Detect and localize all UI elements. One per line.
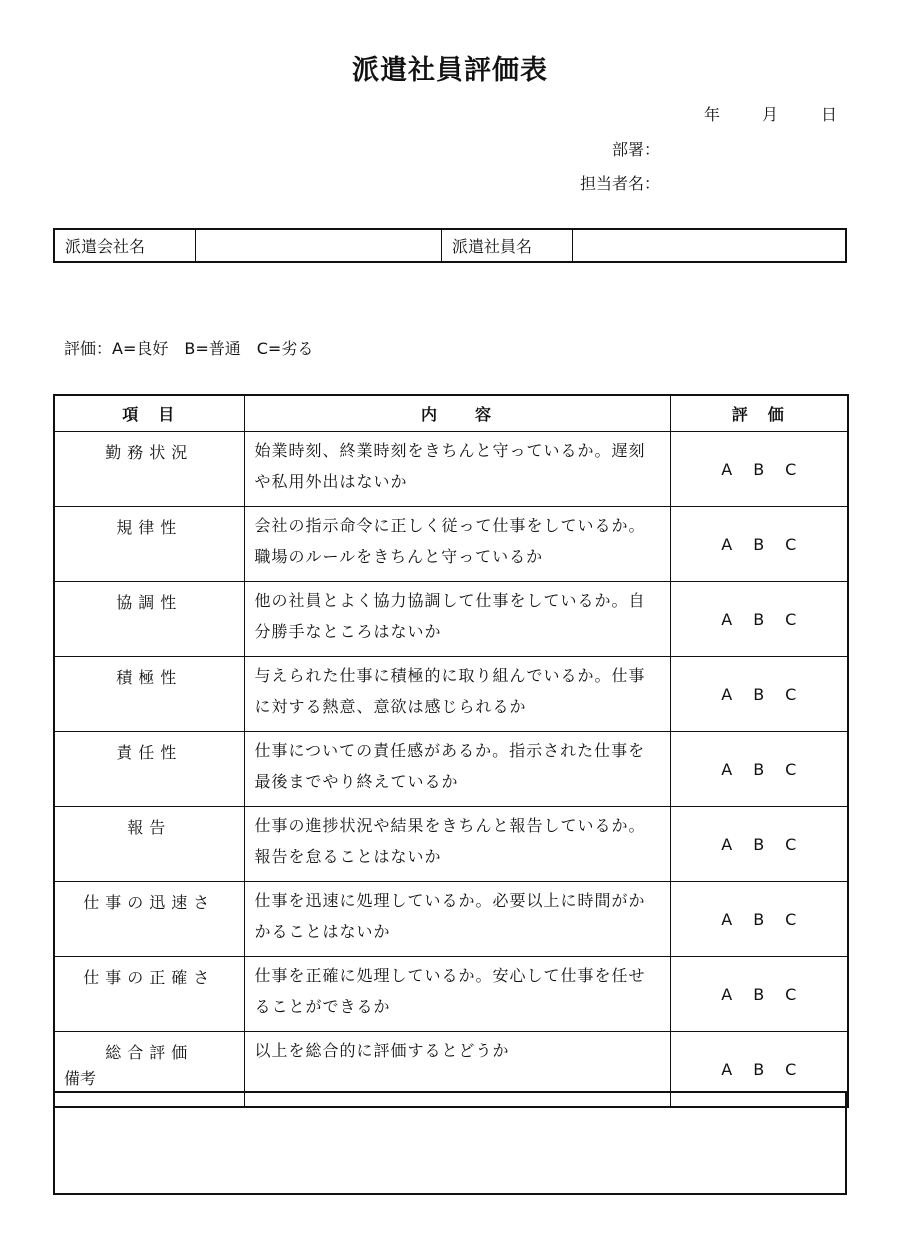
grade-option-b[interactable]: B <box>753 459 765 479</box>
grade-option-c[interactable]: C <box>785 459 797 479</box>
department-label: 部署： <box>611 140 660 159</box>
criterion-name: 協調性 <box>54 582 244 657</box>
remarks-label: 備考 <box>64 1069 97 1088</box>
grade-option-b[interactable]: B <box>753 534 765 554</box>
grade-option-a[interactable]: A <box>721 459 733 479</box>
table-row <box>54 807 848 882</box>
grading-legend: 評価：A=良好 B=普通 C=劣る <box>64 339 314 358</box>
grade-options <box>670 732 848 807</box>
table-row <box>54 432 848 507</box>
grade-option-c[interactable]: C <box>785 534 797 554</box>
criterion-name: 報告 <box>54 807 244 882</box>
grade-options <box>670 882 848 957</box>
grade-option-c[interactable]: C <box>785 684 797 704</box>
agency-label: 派遣会社名 <box>54 229 196 262</box>
grade-option-a[interactable]: A <box>721 1059 733 1079</box>
grade-option-c[interactable]: C <box>785 909 797 929</box>
table-row <box>54 657 848 732</box>
criterion-description: 仕事についての責任感があるか。指示された仕事を最後までやり終えているか <box>244 732 670 807</box>
grade-option-b[interactable]: B <box>753 684 765 704</box>
grade-option-c[interactable]: C <box>785 984 797 1004</box>
evaluation-table <box>53 394 849 1108</box>
day-label: 日 <box>821 105 838 124</box>
month-label: 月 <box>762 105 779 124</box>
page-title: 派遣社員評価表 <box>352 55 548 86</box>
grade-option-b[interactable]: B <box>753 609 765 629</box>
grade-option-c[interactable]: C <box>785 1059 797 1079</box>
grade-options <box>670 432 848 507</box>
criterion-description: 始業時刻、終業時刻をきちんと守っているか。遅刻や私用外出はないか <box>244 432 670 507</box>
table-row <box>54 732 848 807</box>
grade-option-c[interactable]: C <box>785 759 797 779</box>
grade-options <box>670 657 848 732</box>
criterion-description: 仕事を迅速に処理しているか。必要以上に時間がかかることはないか <box>244 882 670 957</box>
table-row <box>54 582 848 657</box>
table-header-row <box>54 395 848 432</box>
criterion-name: 責任性 <box>54 732 244 807</box>
table-row <box>54 957 848 1032</box>
criterion-name: 仕事の正確さ <box>54 957 244 1032</box>
grade-option-a[interactable]: A <box>721 534 733 554</box>
criterion-description: 与えられた仕事に積極的に取り組んでいるか。仕事に対する熱意、意欲は感じられるか <box>244 657 670 732</box>
criterion-description: 他の社員とよく協力協調して仕事をしているか。自分勝手なところはないか <box>244 582 670 657</box>
criterion-name: 勤務状況 <box>54 432 244 507</box>
grade-option-a[interactable]: A <box>721 609 733 629</box>
criterion-name: 積極性 <box>54 657 244 732</box>
criterion-description: 仕事を正確に処理しているか。安心して仕事を任せることができるか <box>244 957 670 1032</box>
criterion-name: 総合評価 <box>54 1032 244 1108</box>
grade-option-c[interactable]: C <box>785 609 797 629</box>
grade-option-b[interactable]: B <box>753 759 765 779</box>
criterion-name: 仕事の迅速さ <box>54 882 244 957</box>
grade-option-a[interactable]: A <box>721 759 733 779</box>
table-row <box>54 882 848 957</box>
grade-option-a[interactable]: A <box>721 984 733 1004</box>
header-item: 項 目 <box>54 395 244 432</box>
criterion-description: 会社の指示命令に正しく従って仕事をしているか。職場のルールをきちんと守っているか <box>244 507 670 582</box>
remarks-field[interactable] <box>53 1091 847 1195</box>
table-row <box>54 507 848 582</box>
header-content: 内 容 <box>244 395 670 432</box>
agency-field[interactable] <box>196 229 442 262</box>
grade-option-b[interactable]: B <box>753 984 765 1004</box>
grade-options <box>670 582 848 657</box>
employee-label: 派遣社員名 <box>442 229 573 262</box>
grade-option-c[interactable]: C <box>785 834 797 854</box>
year-label: 年 <box>704 105 721 124</box>
grade-options <box>670 507 848 582</box>
grade-options <box>670 807 848 882</box>
grade-option-a[interactable]: A <box>721 834 733 854</box>
grade-option-b[interactable]: B <box>753 1059 765 1079</box>
header-grade: 評 価 <box>670 395 848 432</box>
info-table <box>53 228 847 263</box>
grade-option-b[interactable]: B <box>753 909 765 929</box>
grade-option-a[interactable]: A <box>721 909 733 929</box>
employee-field[interactable] <box>573 229 847 262</box>
grade-options <box>670 957 848 1032</box>
criterion-description: 仕事の進捗状況や結果をきちんと報告しているか。報告を怠ることはないか <box>244 807 670 882</box>
grade-option-b[interactable]: B <box>753 834 765 854</box>
person-in-charge-label: 担当者名： <box>579 174 660 193</box>
criterion-description: 以上を総合的に評価するとどうか <box>244 1032 670 1108</box>
grade-option-a[interactable]: A <box>721 684 733 704</box>
criterion-name: 規律性 <box>54 507 244 582</box>
